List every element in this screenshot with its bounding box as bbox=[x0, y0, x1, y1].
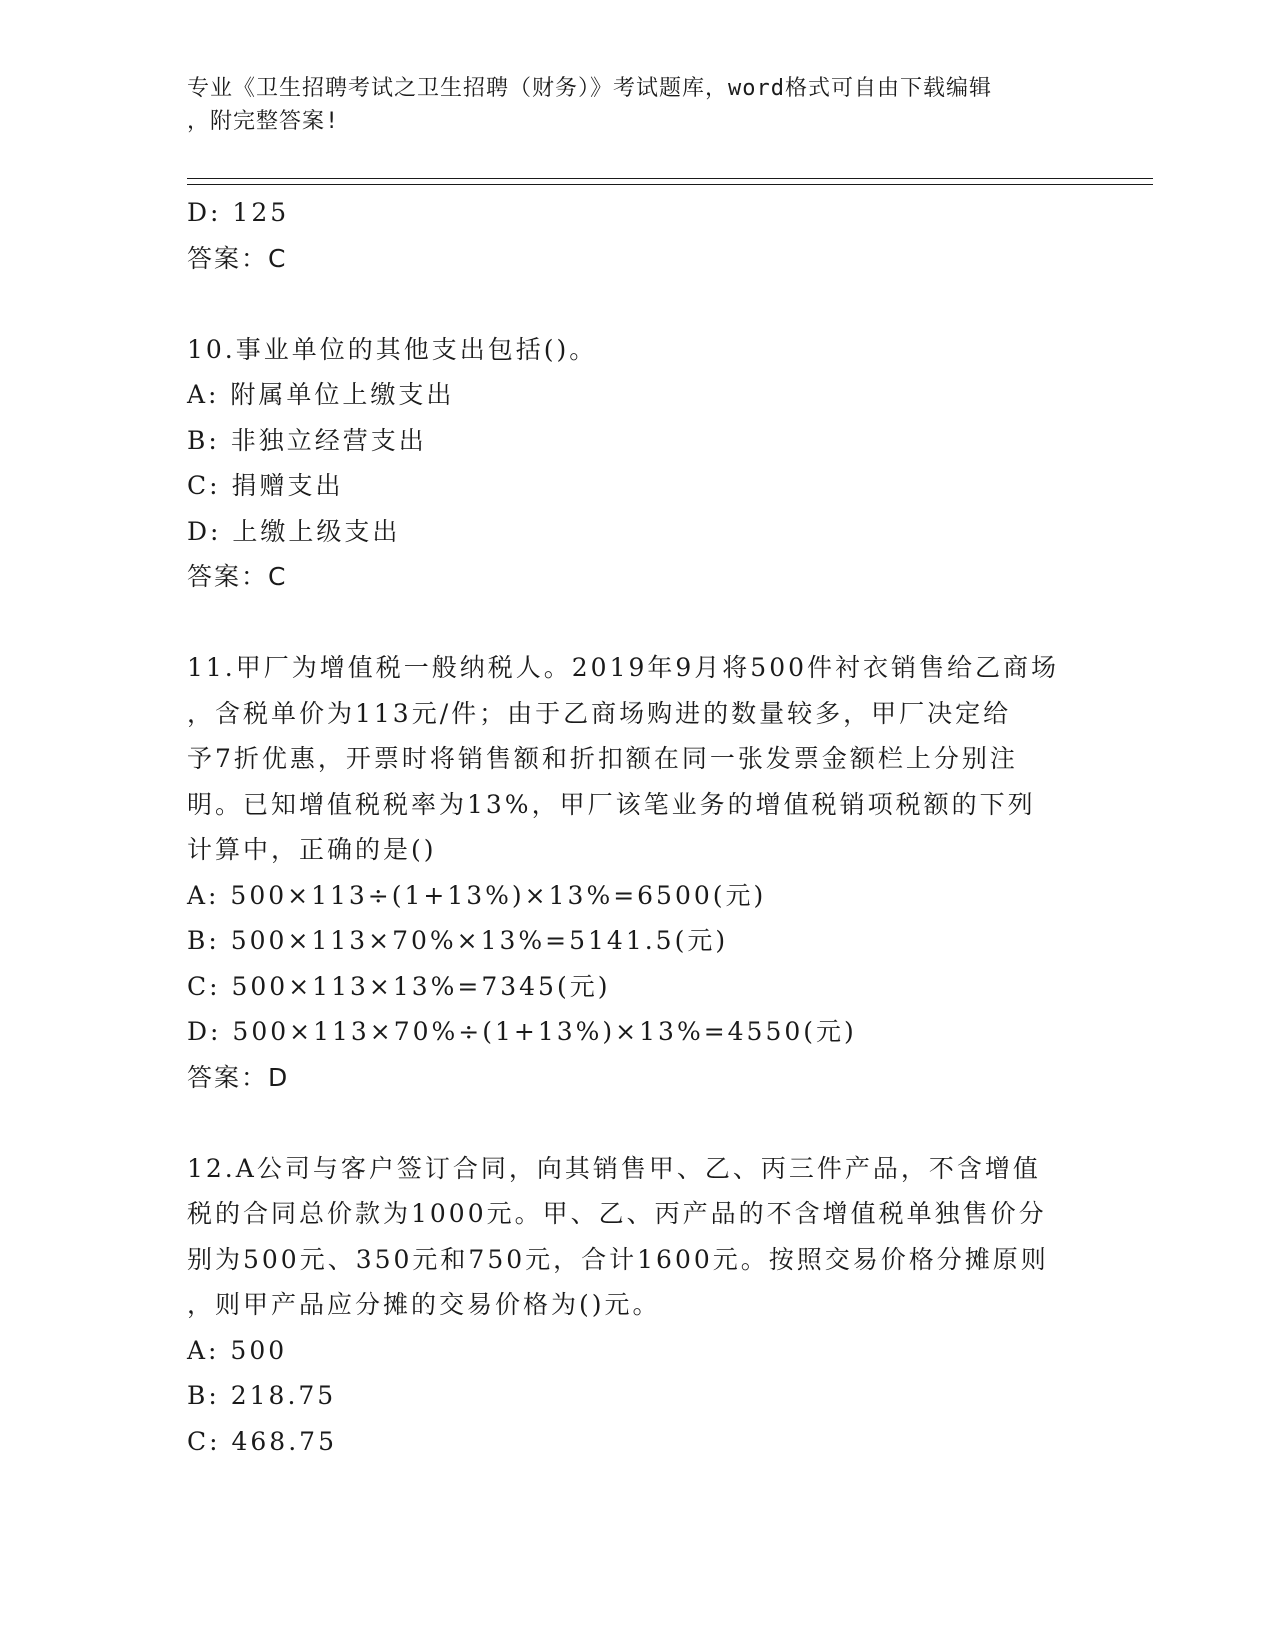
header-line-2: ，附完整答案! bbox=[187, 109, 340, 134]
answer: 答案：C bbox=[187, 243, 288, 273]
question-text-line: 税的合同总价款为1000元。甲、乙、丙产品的不含增值税单独售价分 bbox=[187, 1199, 1047, 1228]
question-9-tail bbox=[187, 190, 1087, 281]
option-d: D: 500×113×70%÷(1+13%)×13%=4550(元) bbox=[187, 1017, 857, 1046]
question-text-line: 计算中，正确的是() bbox=[187, 835, 437, 864]
question-list bbox=[187, 190, 1087, 1464]
header-rule-bottom bbox=[187, 184, 1153, 185]
option-d: D: 125 bbox=[187, 198, 290, 227]
question-text-line: ，则甲产品应分摊的交易价格为()元。 bbox=[187, 1290, 661, 1319]
question-11 bbox=[187, 645, 1087, 1100]
option-b: B: 500×113×70%×13%=5141.5(元) bbox=[187, 926, 729, 955]
option-a: A: 500 bbox=[187, 1335, 288, 1365]
question-text-line: ，含税单价为113元/件；由于乙商场购进的数量较多，甲厂决定给 bbox=[187, 698, 1012, 728]
spacer bbox=[187, 281, 1087, 327]
option-c: C: 468.75 bbox=[187, 1426, 337, 1456]
option-c: C: 捐赠支出 bbox=[187, 471, 344, 500]
question-12 bbox=[187, 1146, 1087, 1465]
question-10 bbox=[187, 327, 1087, 600]
option-a: A: 500×113÷(1+13%)×13%=6500(元) bbox=[187, 880, 767, 910]
question-text-line: 别为500元、350元和750元，合计1600元。按照交易价格分摊原则 bbox=[187, 1244, 1049, 1274]
option-d: D: 上缴上级支出 bbox=[187, 516, 401, 546]
question-text: 10.事业单位的其他支出包括()。 bbox=[187, 334, 598, 364]
question-text-line: 12.A公司与客户签订合同，向其销售甲、乙、丙三件产品，不含增值 bbox=[187, 1153, 1041, 1183]
option-a: A: 附属单位上缴支出 bbox=[187, 380, 455, 409]
option-c: C: 500×113×13%=7345(元) bbox=[187, 971, 611, 1001]
header-line-1: 专业《卫生招聘考试之卫生招聘（财务）》考试题库，word格式可自由下载编辑 bbox=[187, 76, 992, 101]
option-b: B: 非独立经营支出 bbox=[187, 425, 427, 455]
header-rule-top bbox=[187, 178, 1153, 179]
document-header bbox=[187, 72, 1067, 138]
spacer bbox=[187, 1100, 1087, 1146]
answer: 答案：C bbox=[187, 562, 288, 591]
question-text-line: 明。已知增值税税率为13%，甲厂该笔业务的增值税销项税额的下列 bbox=[187, 789, 1036, 819]
question-text-line: 予7折优惠，开票时将销售额和折扣额在同一张发票金额栏上分别注 bbox=[187, 744, 1018, 773]
spacer bbox=[187, 600, 1087, 646]
question-text-line: 11.甲厂为增值税一般纳税人。2019年9月将500件衬衣销售给乙商场 bbox=[187, 653, 1060, 682]
option-b: B: 218.75 bbox=[187, 1381, 337, 1410]
answer: 答案：D bbox=[187, 1062, 290, 1092]
